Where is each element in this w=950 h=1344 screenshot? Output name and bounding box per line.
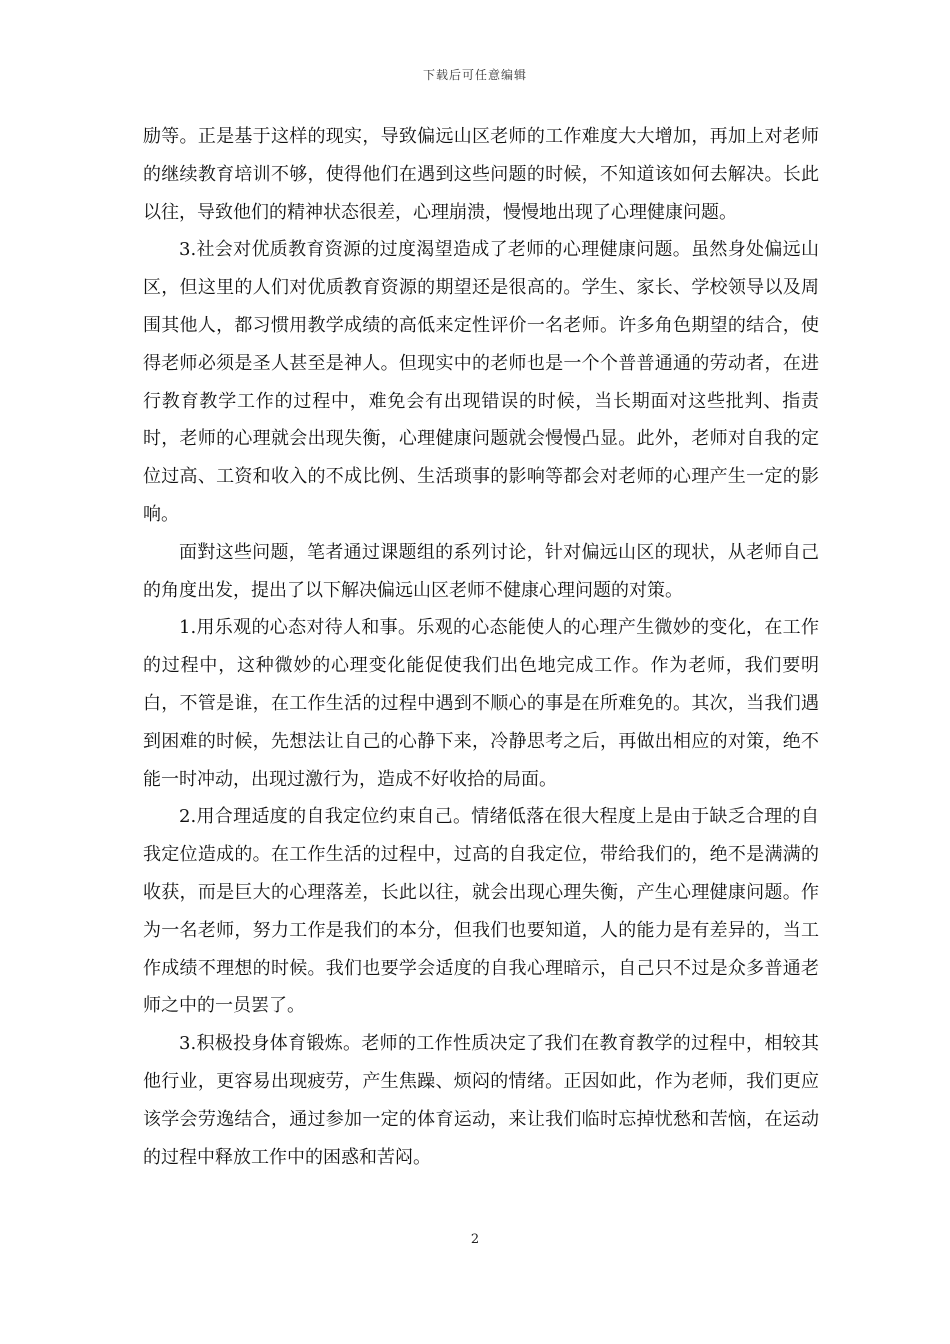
paragraph-countermeasures-intro: 面對这些问题，笔者通过课题组的系列讨论，针对偏远山区的现状，从老师自己的角度出发，提出了以下解决偏远山区老师不健康心理问题的对策。	[143, 541, 819, 601]
paragraph-3-social-expectations: 3.社会对优质教育资源的过度渴望造成了老师的心理健康问题。虽然身处偏远山区，但这里的人们对优质教育资源的期望还是很高的。学生、家长、学校领导以及周围其他人，都习惯用教学成绩的高低来定性评价一名老师。许多角色期望的结合，使得老师必须是圣人甚至是神人。但现实中的老师也是一个个普普通通的劳动者，在进行教育教学工作的过程中，难免会有出现错误的时候，当长期面对这些批判、指责时，老师的心理就会出现失衡，心理健康问题就会慢慢凸显。此外，老师对自我的定位过高、工资和收入的不成比例、生活琐事的影响等都会对老师的心理产生一定的影响。	[143, 239, 819, 525]
paragraph-2-self-positioning: 2.用合理适度的自我定位约束自己。情绪低落在很大程度上是由于缺乏合理的自我定位造成的。在工作生活的过程中，过高的自我定位，带给我们的，绝不是满满的收获，而是巨大的心理落差，长此以往，就会出现心理失衡，产生心理健康问题。作为一名老师，努力工作是我们的本分，但我们也要知道，人的能力是有差异的，当工作成绩不理想的时候。我们也要学会适度的自我心理暗示，自己只不过是众多普通老师之中的一员罢了。	[143, 806, 819, 1017]
paragraph-continuation: 励等。正是基于这样的现实，导致偏远山区老师的工作难度大大增加，再加上对老师的继续教育培训不够，使得他们在遇到这些问题的时候，不知道该如何去解决。长此以往，导致他们的精神状态很差，心理崩溃，慢慢地出现了心理健康问题。	[143, 126, 819, 223]
page-header: 下载后可任意编辑	[422, 68, 527, 82]
document-body	[143, 118, 819, 1176]
paragraph-3-exercise: 3.积极投身体育锻炼。老师的工作性质决定了我们在教育教学的过程中，相较其他行业，更容易出现疲劳，产生焦躁、烦闷的情绪。正因如此，作为老师，我们更应该学会劳逸结合，通过参加一定的体育运动，来让我们临时忘掉忧愁和苦恼，在运动的过程中释放工作中的困惑和苦闷。	[143, 1033, 819, 1168]
page-number: 2	[470, 1232, 480, 1247]
paragraph-1-optimism: 1.用乐观的心态对待人和事。乐观的心态能使人的心理产生微妙的变化，在工作的过程中，这种微妙的心理变化能促使我们出色地完成工作。作为老师，我们要明白，不管是谁，在工作生活的过程中遇到不顺心的事是在所难免的。其次，当我们遇到困难的时候，先想法让自己的心静下来，冷静思考之后，再做出相应的对策，绝不能一时冲动，出现过激行为，造成不好收拾的局面。	[143, 617, 819, 790]
